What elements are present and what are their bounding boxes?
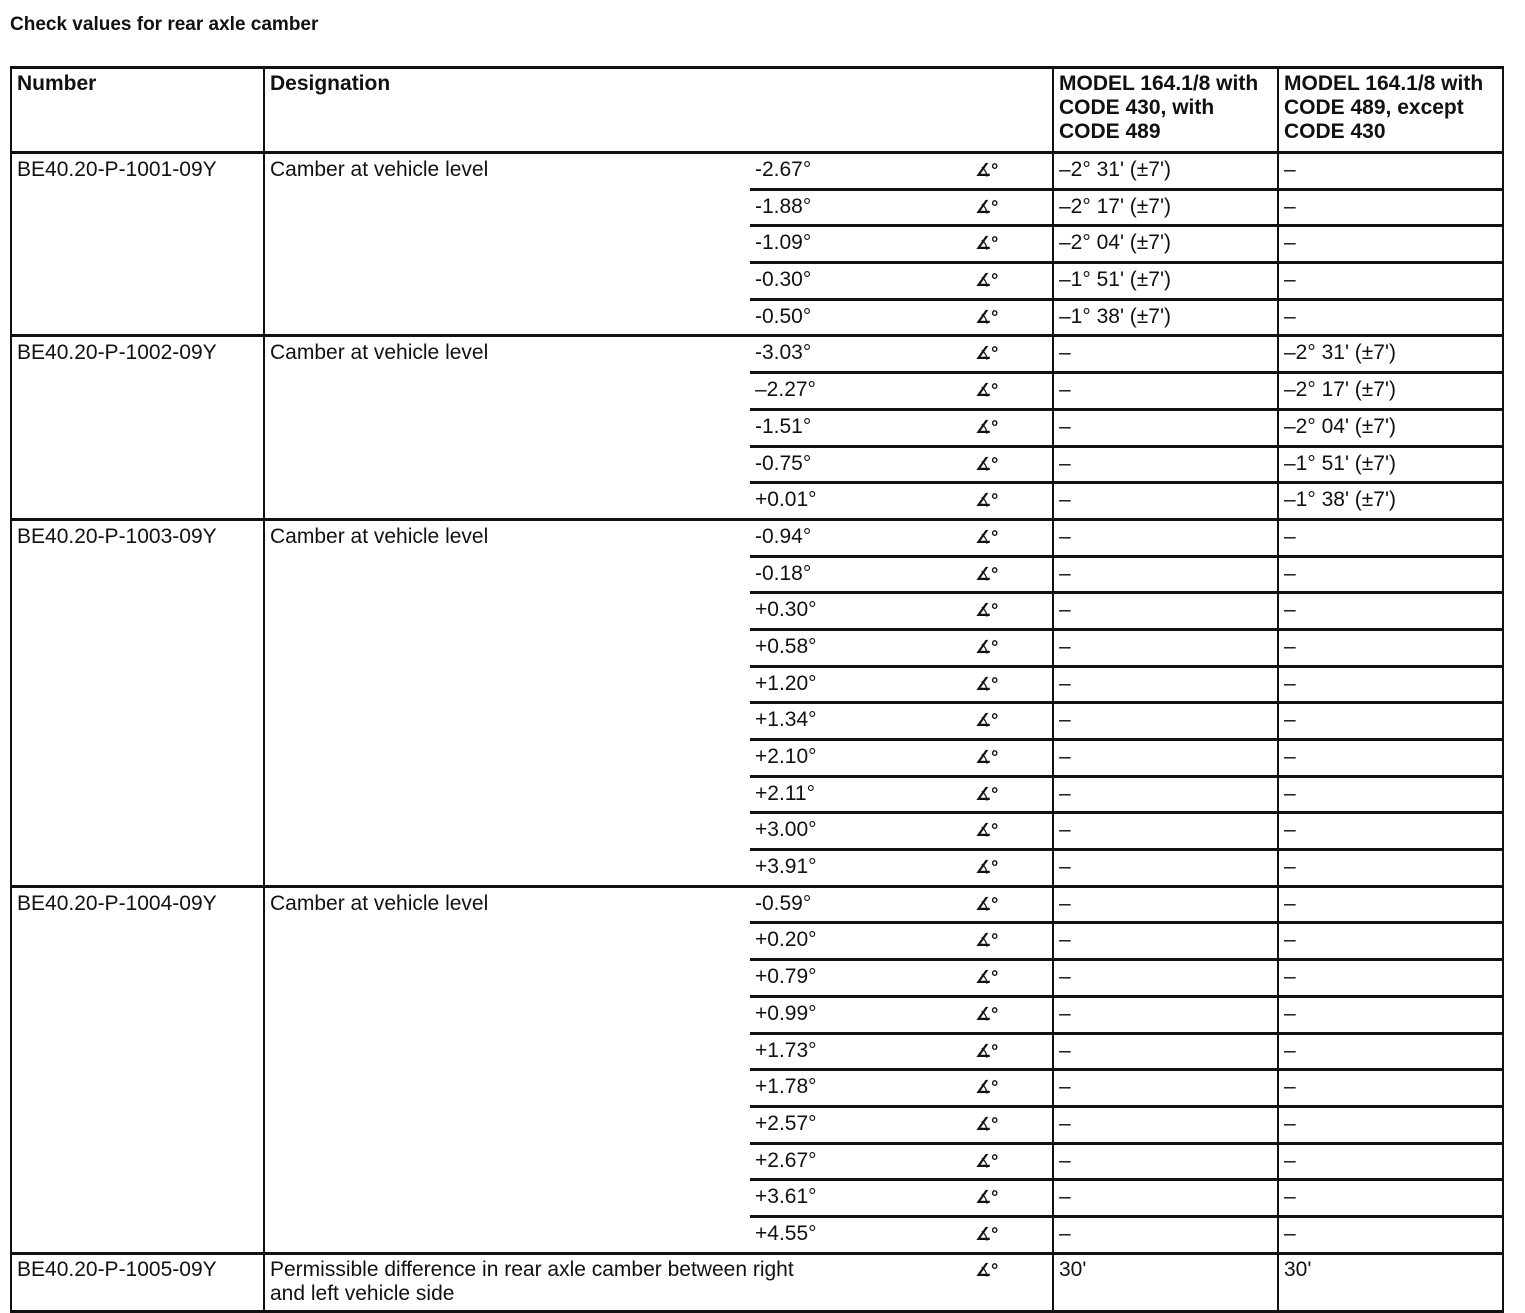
camber-value: -0.75° (750, 446, 975, 483)
header-model-code-430-489: MODEL 164.1/8 with CODE 430, with CODE 489 (1053, 68, 1278, 153)
camber-angle-icon: ∡° (975, 373, 1053, 410)
value-code-489-except-430: 30' (1278, 1253, 1503, 1311)
value-code-489-except-430: – (1278, 666, 1503, 703)
camber-angle-icon: ∡° (975, 629, 1053, 666)
value-code-489-except-430: – (1278, 189, 1503, 226)
camber-value: -1.88° (750, 189, 975, 226)
row-number: BE40.20-P-1004-09Y (11, 886, 264, 1253)
value-code-489-except-430: – (1278, 556, 1503, 593)
value-code-430-489: – (1053, 813, 1278, 850)
camber-value: +1.34° (750, 703, 975, 740)
camber-value: -1.09° (750, 226, 975, 263)
check-values-table (10, 66, 1504, 1313)
camber-value: -2.67° (750, 153, 975, 190)
camber-value: +1.78° (750, 1070, 975, 1107)
camber-angle-icon: ∡° (975, 813, 1053, 850)
camber-angle-icon: ∡° (975, 703, 1053, 740)
value-code-430-489: –1° 38' (±7') (1053, 299, 1278, 336)
camber-value: -0.18° (750, 556, 975, 593)
value-code-489-except-430: – (1278, 703, 1503, 740)
table-body (11, 153, 1503, 1312)
camber-angle-icon: ∡° (975, 776, 1053, 813)
camber-angle-icon: ∡° (975, 299, 1053, 336)
value-code-489-except-430: – (1278, 519, 1503, 556)
value-code-430-489: – (1053, 629, 1278, 666)
camber-angle-icon: ∡° (975, 1216, 1053, 1253)
camber-angle-icon: ∡° (975, 1253, 1053, 1311)
camber-angle-icon: ∡° (975, 556, 1053, 593)
camber-angle-icon: ∡° (975, 593, 1053, 630)
camber-value: +0.79° (750, 960, 975, 997)
camber-angle-icon: ∡° (975, 446, 1053, 483)
table-row (11, 153, 1503, 190)
camber-value: -0.59° (750, 886, 975, 923)
value-code-430-489: – (1053, 703, 1278, 740)
camber-value: +2.57° (750, 1106, 975, 1143)
row-designation: Camber at vehicle level (264, 886, 750, 1253)
camber-value: -0.30° (750, 263, 975, 300)
camber-angle-icon: ∡° (975, 960, 1053, 997)
row-number: BE40.20-P-1003-09Y (11, 519, 264, 886)
camber-value: +0.20° (750, 923, 975, 960)
header-designation: Designation (264, 68, 1053, 153)
table-row (11, 1253, 1503, 1311)
value-code-489-except-430: – (1278, 776, 1503, 813)
value-code-430-489: – (1053, 519, 1278, 556)
value-code-489-except-430: – (1278, 740, 1503, 777)
header-number: Number (11, 68, 264, 153)
value-code-489-except-430: – (1278, 629, 1503, 666)
value-code-489-except-430: – (1278, 850, 1503, 887)
camber-angle-icon: ∡° (975, 336, 1053, 373)
value-code-430-489: – (1053, 1216, 1278, 1253)
camber-value: +2.10° (750, 740, 975, 777)
value-code-430-489: – (1053, 776, 1278, 813)
header-model-code-489-except-430: MODEL 164.1/8 with CODE 489, except CODE 430 (1278, 68, 1503, 153)
camber-value: +2.67° (750, 1143, 975, 1180)
camber-angle-icon: ∡° (975, 153, 1053, 190)
camber-value: -3.03° (750, 336, 975, 373)
row-designation: Camber at vehicle level (264, 336, 750, 519)
camber-value: +4.55° (750, 1216, 975, 1253)
value-code-489-except-430: – (1278, 996, 1503, 1033)
value-code-489-except-430: – (1278, 813, 1503, 850)
value-code-430-489: – (1053, 1180, 1278, 1217)
camber-angle-icon: ∡° (975, 409, 1053, 446)
value-code-430-489: –2° 17' (±7') (1053, 189, 1278, 226)
row-designation: Permissible difference in rear axle camber between right and left vehicle side (264, 1253, 975, 1311)
value-code-430-489: – (1053, 483, 1278, 520)
value-code-430-489: – (1053, 373, 1278, 410)
camber-angle-icon: ∡° (975, 740, 1053, 777)
header-row (11, 68, 1503, 153)
value-code-430-489: – (1053, 886, 1278, 923)
camber-angle-icon: ∡° (975, 1033, 1053, 1070)
value-code-430-489: –2° 04' (±7') (1053, 226, 1278, 263)
camber-angle-icon: ∡° (975, 1180, 1053, 1217)
value-code-489-except-430: – (1278, 1033, 1503, 1070)
value-code-489-except-430: –2° 04' (±7') (1278, 409, 1503, 446)
camber-angle-icon: ∡° (975, 923, 1053, 960)
row-number: BE40.20-P-1002-09Y (11, 336, 264, 519)
value-code-489-except-430: – (1278, 153, 1503, 190)
camber-value: +0.58° (750, 629, 975, 666)
value-code-489-except-430: – (1278, 923, 1503, 960)
camber-angle-icon: ∡° (975, 996, 1053, 1033)
table-row (11, 519, 1503, 556)
camber-value: -0.94° (750, 519, 975, 556)
value-code-430-489: – (1053, 996, 1278, 1033)
camber-value: –2.27° (750, 373, 975, 410)
camber-value: +3.61° (750, 1180, 975, 1217)
value-code-489-except-430: –1° 51' (±7') (1278, 446, 1503, 483)
value-code-430-489: – (1053, 923, 1278, 960)
camber-angle-icon: ∡° (975, 1143, 1053, 1180)
value-code-430-489: –2° 31' (±7') (1053, 153, 1278, 190)
camber-value: -0.50° (750, 299, 975, 336)
camber-angle-icon: ∡° (975, 666, 1053, 703)
value-code-430-489: – (1053, 1143, 1278, 1180)
camber-value: +3.91° (750, 850, 975, 887)
row-designation: Camber at vehicle level (264, 519, 750, 886)
value-code-489-except-430: – (1278, 1180, 1503, 1217)
camber-value: +2.11° (750, 776, 975, 813)
camber-value: -1.51° (750, 409, 975, 446)
camber-angle-icon: ∡° (975, 886, 1053, 923)
camber-value: +0.99° (750, 996, 975, 1033)
value-code-489-except-430: –1° 38' (±7') (1278, 483, 1503, 520)
value-code-489-except-430: – (1278, 886, 1503, 923)
value-code-489-except-430: – (1278, 1216, 1503, 1253)
table-row (11, 886, 1503, 923)
camber-angle-icon: ∡° (975, 850, 1053, 887)
camber-angle-icon: ∡° (975, 189, 1053, 226)
value-code-430-489: – (1053, 1070, 1278, 1107)
value-code-430-489: – (1053, 446, 1278, 483)
value-code-430-489: – (1053, 556, 1278, 593)
value-code-489-except-430: – (1278, 960, 1503, 997)
value-code-489-except-430: – (1278, 593, 1503, 630)
value-code-489-except-430: –2° 31' (±7') (1278, 336, 1503, 373)
value-code-430-489: –1° 51' (±7') (1053, 263, 1278, 300)
value-code-489-except-430: – (1278, 299, 1503, 336)
value-code-489-except-430: –2° 17' (±7') (1278, 373, 1503, 410)
camber-angle-icon: ∡° (975, 226, 1053, 263)
value-code-430-489: – (1053, 666, 1278, 703)
value-code-430-489: – (1053, 336, 1278, 373)
value-code-489-except-430: – (1278, 1070, 1503, 1107)
value-code-489-except-430: – (1278, 1143, 1503, 1180)
value-code-430-489: – (1053, 409, 1278, 446)
value-code-430-489: – (1053, 593, 1278, 630)
value-code-430-489: – (1053, 740, 1278, 777)
value-code-489-except-430: – (1278, 226, 1503, 263)
camber-value: +1.73° (750, 1033, 975, 1070)
row-number: BE40.20-P-1001-09Y (11, 153, 264, 336)
value-code-489-except-430: – (1278, 1106, 1503, 1143)
value-code-430-489: – (1053, 850, 1278, 887)
camber-angle-icon: ∡° (975, 483, 1053, 520)
page-title: Check values for rear axle camber (10, 14, 319, 35)
camber-angle-icon: ∡° (975, 1106, 1053, 1143)
camber-value: +0.01° (750, 483, 975, 520)
camber-value: +3.00° (750, 813, 975, 850)
row-number: BE40.20-P-1005-09Y (11, 1253, 264, 1311)
value-code-430-489: – (1053, 960, 1278, 997)
camber-value: +0.30° (750, 593, 975, 630)
camber-angle-icon: ∡° (975, 519, 1053, 556)
row-designation: Camber at vehicle level (264, 153, 750, 336)
camber-angle-icon: ∡° (975, 1070, 1053, 1107)
camber-angle-icon: ∡° (975, 263, 1053, 300)
value-code-430-489: – (1053, 1106, 1278, 1143)
value-code-430-489: – (1053, 1033, 1278, 1070)
value-code-489-except-430: – (1278, 263, 1503, 300)
value-code-430-489: 30' (1053, 1253, 1278, 1311)
table-row (11, 336, 1503, 373)
camber-value: +1.20° (750, 666, 975, 703)
